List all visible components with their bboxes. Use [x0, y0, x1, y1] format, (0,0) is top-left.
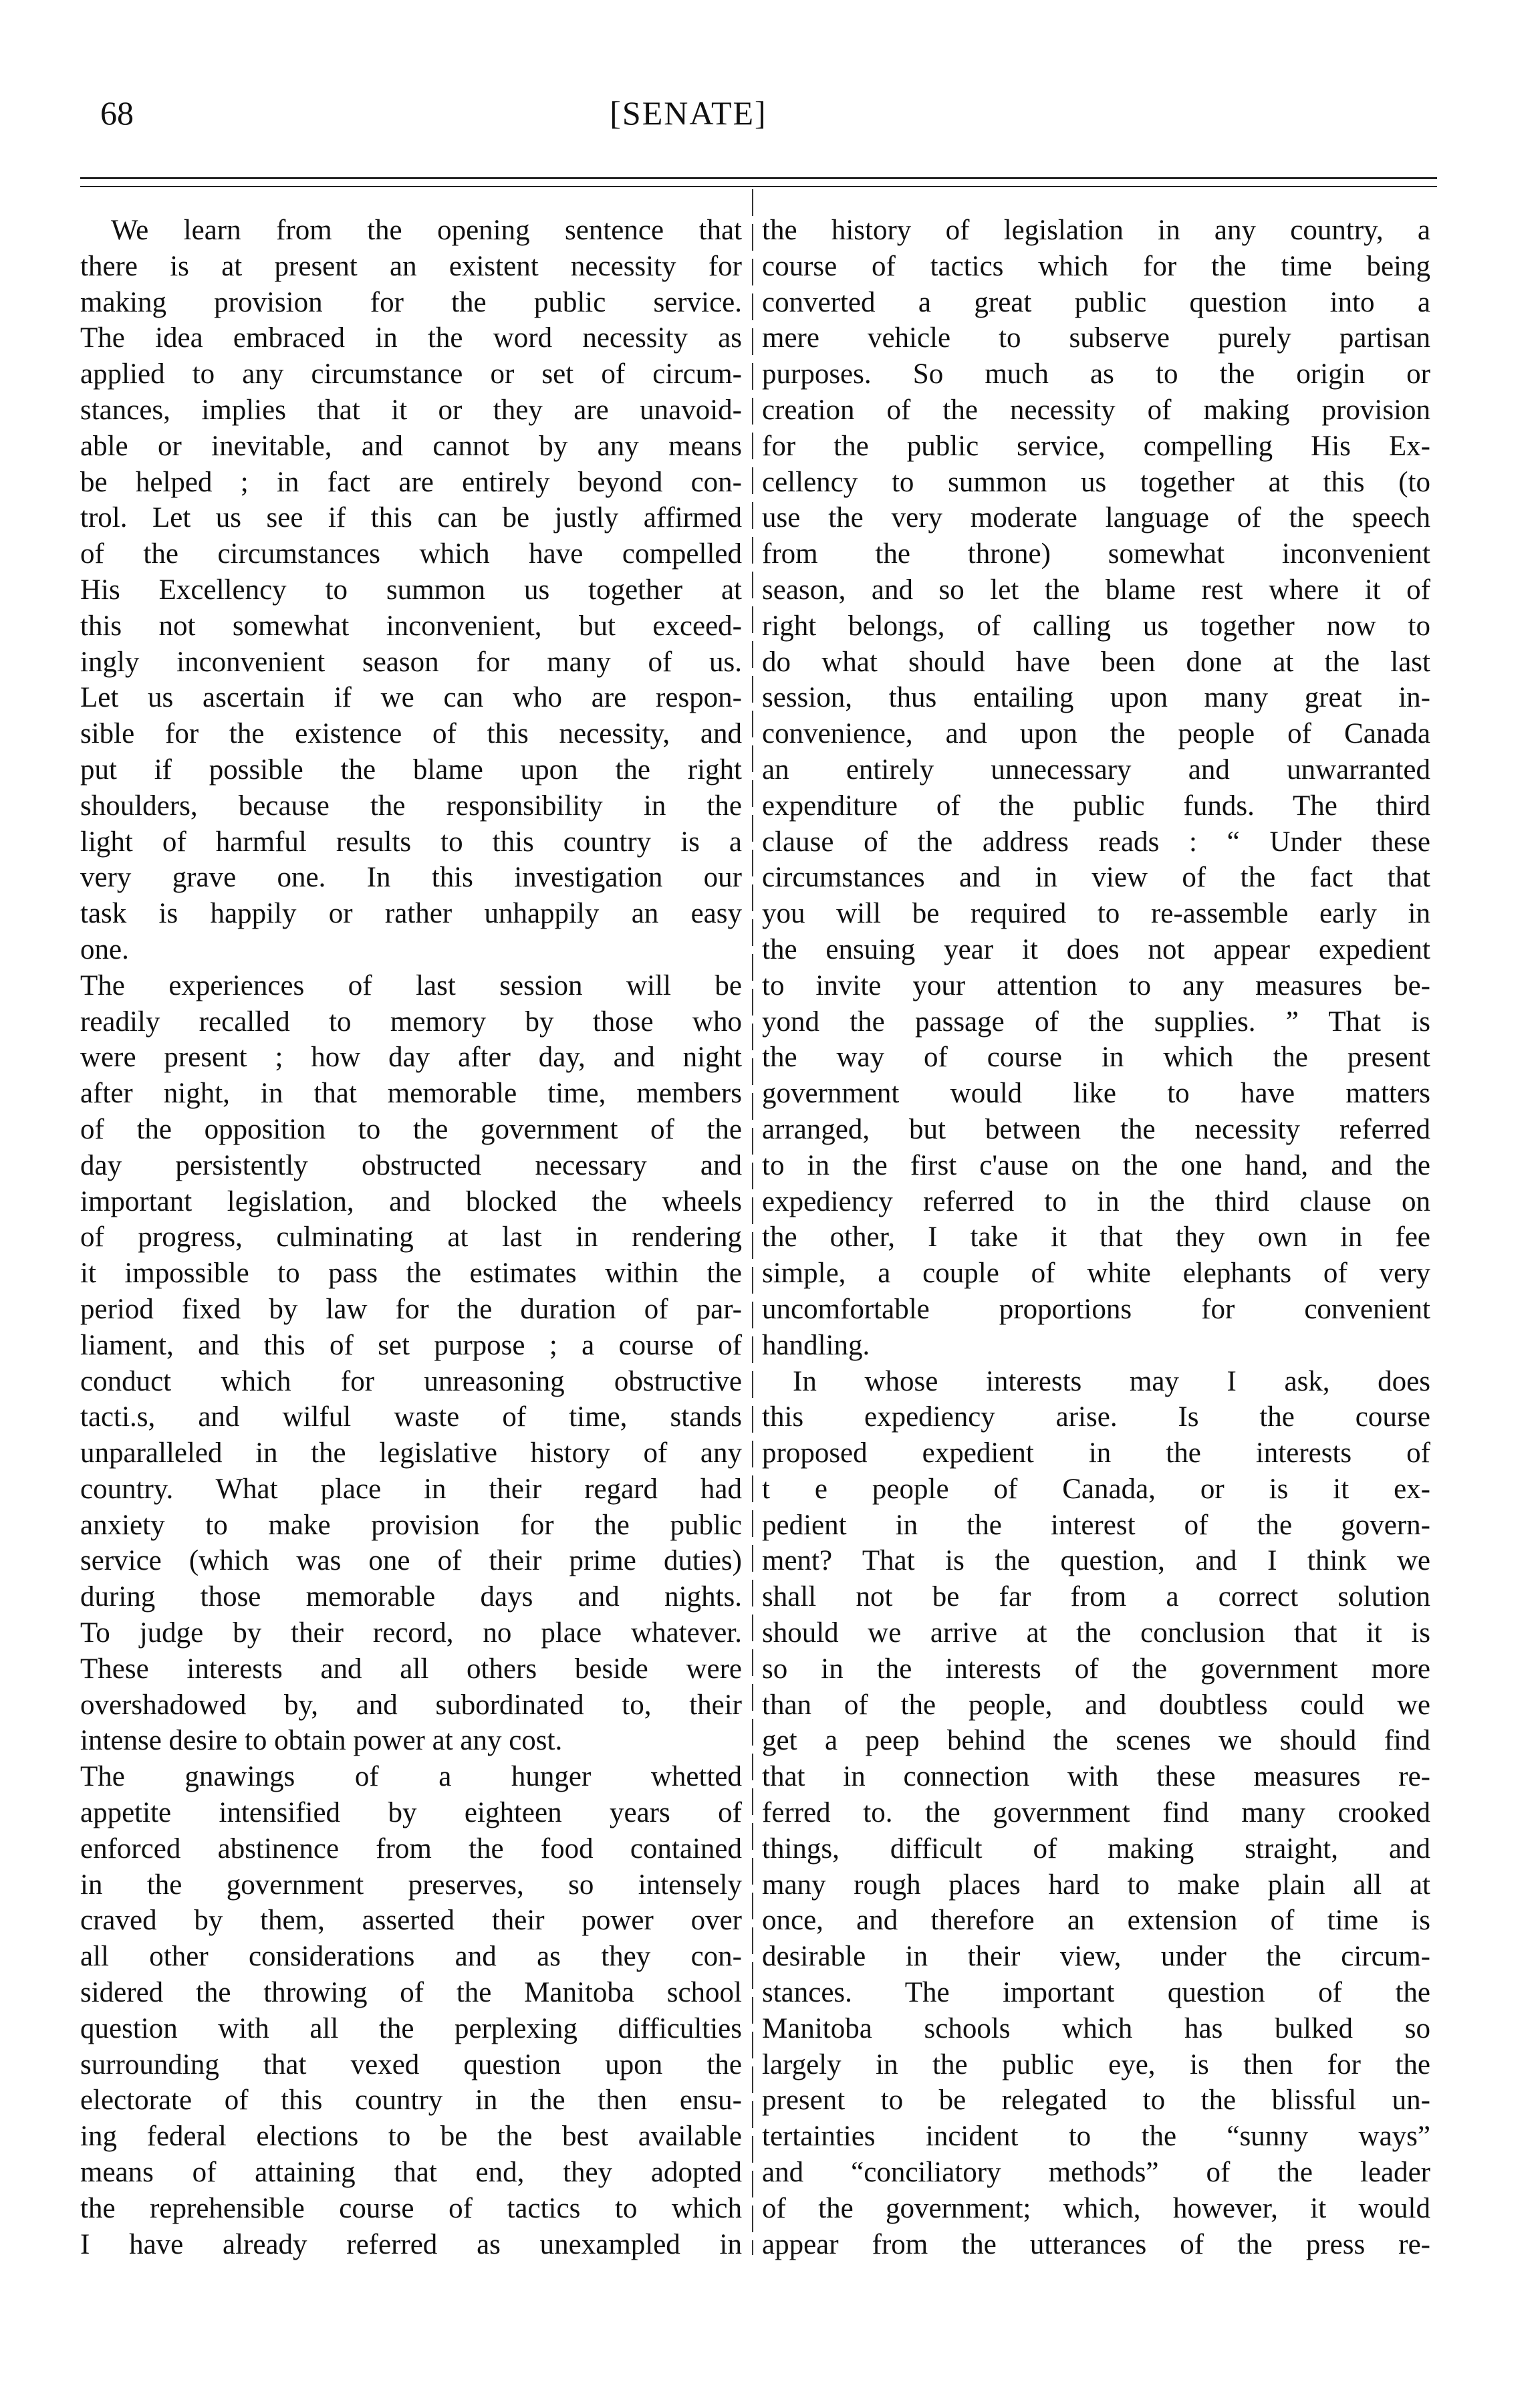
text-line: applied to any circumstance or set of circum-: [80, 358, 742, 390]
text-line: to invite your attention to any measures be-: [762, 969, 1430, 1001]
text-line: this not somewhat inconvenient, but exceed-: [80, 610, 742, 642]
text-line: uncomfortable proportions for convenient: [762, 1293, 1430, 1325]
text-line: tacti.s, and wilful waste of time, stands: [80, 1401, 742, 1433]
text-line: tertainties incident to the “sunny ways”: [762, 2121, 1430, 2153]
text-line: We learn from the opening sentence that: [111, 215, 742, 246]
text-line: it impossible to pass the estimates within the: [80, 1258, 742, 1290]
text-line: get a peep behind the scenes we should find: [762, 1725, 1430, 1757]
text-line: country. What place in their regard had: [80, 1473, 742, 1505]
text-line: craved by them, asserted their power over: [80, 1905, 742, 1937]
text-line: were present ; how day after day, and night: [80, 1042, 742, 1074]
text-line: ing federal elections to be the best available: [80, 2121, 742, 2153]
text-line: an entirely unnecessary and unwarranted: [762, 753, 1430, 786]
text-line: put if possible the blame upon the right: [80, 753, 742, 786]
text-line: expenditure of the public funds. The third: [762, 790, 1430, 822]
text-line: season, and so let the blame rest where it of: [762, 574, 1430, 606]
text-line: so in the interests of the government more: [762, 1653, 1430, 1685]
text-line: of the government; which, however, it would: [762, 2192, 1430, 2224]
text-line: there is at present an existent necessity for: [80, 250, 742, 282]
text-line: arranged, but between the necessity referred: [762, 1113, 1430, 1145]
text-line: unparalleled in the legislative history of any: [80, 1437, 742, 1469]
text-line: in the government preserves, so intensely: [80, 1869, 742, 1901]
paragraph: [80, 968, 742, 1760]
text-line: of the circumstances which have compelled: [80, 538, 742, 570]
text-line: ment? That is the question, and I think we: [762, 1545, 1430, 1577]
text-line: cellency to summon us together at this (to: [762, 466, 1430, 498]
text-line: expediency referred to in the third clause on: [762, 1185, 1430, 1217]
text-line: Manitoba schools which has bulked so: [762, 2012, 1430, 2044]
text-line: the ensuing year it does not appear expedient: [762, 933, 1430, 965]
text-line: appear from the utterances of the press re-: [762, 2228, 1430, 2260]
text-line: service (which was one of their prime duties): [80, 1545, 742, 1577]
text-line: that in connection with these measures re-: [762, 1761, 1430, 1793]
text-line: trol. Let us see if this can be justly affirmed: [80, 502, 742, 534]
text-line: His Excellency to summon us together at: [80, 574, 742, 606]
text-line: The experiences of last session will be: [80, 969, 742, 1001]
text-line: electorate of this country in the then ensu-: [80, 2084, 742, 2117]
text-line: present to be relegated to the blissful un-: [762, 2084, 1430, 2117]
text-line: period fixed by law for the duration of par-: [80, 1293, 742, 1325]
text-line: to in the first c'ause on the one hand, and the: [762, 1149, 1430, 1181]
text-line: clause of the address reads : “ Under these: [762, 826, 1430, 858]
text-line: important legislation, and blocked the wheels: [80, 1185, 742, 1217]
text-line: of progress, culminating at last in rendering: [80, 1221, 742, 1254]
text-line: These interests and all others beside were: [80, 1653, 742, 1685]
column-separator: [752, 189, 753, 2255]
text-line: question with all the perplexing difficulties: [80, 2012, 742, 2044]
text-line: and “conciliatory methods” of the leader: [762, 2157, 1430, 2189]
text-line: task is happily or rather unhappily an easy: [80, 898, 742, 930]
text-line: ferred to. the government find many crooked: [762, 1797, 1430, 1829]
text-line: of the opposition to the government of the: [80, 1113, 742, 1145]
text-line: making provision for the public service.: [80, 286, 742, 318]
text-line: means of attaining that end, they adopted: [80, 2157, 742, 2189]
text-line: converted a great public question into a: [762, 286, 1430, 318]
text-line: once, and therefore an extension of time is: [762, 1905, 1430, 1937]
header-rule-top: [80, 177, 1437, 179]
text-line: shall not be far from a correct solution: [762, 1581, 1430, 1613]
text-line: simple, a couple of white elephants of very: [762, 1258, 1430, 1290]
text-line: intense desire to obtain power at any cost.: [80, 1725, 563, 1757]
text-line: the other, I take it that they own in fee: [762, 1221, 1430, 1254]
text-line: right belongs, of calling us together now to: [762, 610, 1430, 642]
text-line: than of the people, and doubtless could we: [762, 1689, 1430, 1721]
right-column: [762, 213, 1430, 2262]
text-line: day persistently obstructed necessary and: [80, 1149, 742, 1181]
paragraph: [762, 213, 1430, 1364]
text-line: purposes. So much as to the origin or: [762, 358, 1430, 390]
paragraph: [80, 1759, 742, 2262]
text-line: the history of legislation in any country, a: [762, 215, 1430, 246]
text-line: To judge by their record, no place whatever.: [80, 1617, 742, 1649]
text-line: light of harmful results to this country is a: [80, 826, 742, 858]
text-line: one.: [80, 933, 129, 965]
text-line: session, thus entailing upon many great in-: [762, 682, 1430, 714]
text-line: t e people of Canada, or is it ex-: [762, 1473, 1430, 1505]
text-line: convenience, and upon the people of Canada: [762, 718, 1430, 750]
header-rule-bottom: [80, 186, 1437, 187]
text-line: government would like to have matters: [762, 1078, 1430, 1110]
paragraph: [762, 1364, 1430, 2263]
text-line: for the public service, compelling His Ex-: [762, 430, 1430, 462]
text-line: shoulders, because the responsibility in the: [80, 790, 742, 822]
text-line: pedient in the interest of the govern-: [762, 1509, 1430, 1541]
text-line: should we arrive at the conclusion that it is: [762, 1617, 1430, 1649]
text-line: liament, and this of set purpose ; a course of: [80, 1329, 742, 1361]
text-line: stances. The important question of the: [762, 1977, 1430, 2009]
text-line: do what should have been done at the last: [762, 646, 1430, 678]
running-title: [SENATE]: [610, 94, 767, 132]
text-line: during those memorable days and nights.: [80, 1581, 742, 1613]
text-line: I have already referred as unexampled in: [80, 2228, 742, 2260]
text-line: all other considerations and as they con-: [80, 1941, 742, 1973]
text-line: able or inevitable, and cannot by any means: [80, 430, 742, 462]
text-line: largely in the public eye, is then for the: [762, 2048, 1430, 2080]
text-line: In whose interests may I ask, does: [793, 1365, 1430, 1397]
text-line: Let us ascertain if we can who are respon-: [80, 682, 742, 714]
text-line: enforced abstinence from the food contained: [80, 1832, 742, 1865]
text-line: overshadowed by, and subordinated to, their: [80, 1689, 742, 1721]
text-line: yond the passage of the supplies. ” That is: [762, 1005, 1430, 1038]
text-line: surrounding that vexed question upon the: [80, 2048, 742, 2080]
left-column: [80, 213, 742, 2262]
text-line: readily recalled to memory by those who: [80, 1005, 742, 1038]
text-line: sible for the existence of this necessity, and: [80, 718, 742, 750]
text-line: this expediency arise. Is the course: [762, 1401, 1430, 1433]
text-line: anxiety to make provision for the public: [80, 1509, 742, 1541]
text-line: the reprehensible course of tactics to which: [80, 2192, 742, 2224]
text-line: stances, implies that it or they are unavoid-: [80, 394, 742, 426]
text-line: sidered the throwing of the Manitoba school: [80, 1977, 742, 2009]
text-line: from the throne) somewhat inconvenient: [762, 538, 1430, 570]
text-line: course of tactics which for the time being: [762, 250, 1430, 282]
page-number: 68: [100, 94, 134, 132]
text-line: appetite intensified by eighteen years of: [80, 1797, 742, 1829]
text-line: ingly inconvenient season for many of us.: [80, 646, 742, 678]
text-line: very grave one. In this investigation our: [80, 862, 742, 894]
text-line: mere vehicle to subserve purely partisan: [762, 322, 1430, 354]
text-line: after night, in that memorable time, members: [80, 1078, 742, 1110]
text-line: things, difficult of making straight, and: [762, 1832, 1430, 1865]
text-line: use the very moderate language of the speech: [762, 502, 1430, 534]
text-line: be helped ; in fact are entirely beyond con-: [80, 466, 742, 498]
text-line: The idea embraced in the word necessity as: [80, 322, 742, 354]
text-line: desirable in their view, under the circum-: [762, 1941, 1430, 1973]
text-line: creation of the necessity of making provision: [762, 394, 1430, 426]
text-line: many rough places hard to make plain all at: [762, 1869, 1430, 1901]
text-line: proposed expedient in the interests of: [762, 1437, 1430, 1469]
text-line: you will be required to re-assemble early in: [762, 898, 1430, 930]
text-line: conduct which for unreasoning obstructive: [80, 1365, 742, 1397]
text-line: circumstances and in view of the fact that: [762, 862, 1430, 894]
text-line: handling.: [762, 1329, 870, 1361]
text-line: the way of course in which the present: [762, 1042, 1430, 1074]
paragraph: [80, 213, 742, 968]
text-line: The gnawings of a hunger whetted: [80, 1761, 742, 1793]
